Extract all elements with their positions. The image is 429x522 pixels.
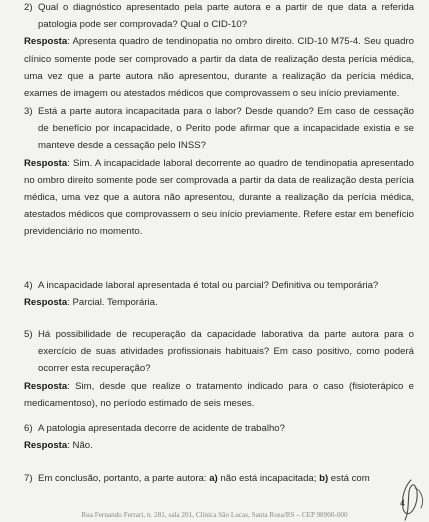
question-text: Há possibilidade de recuperação da capacidade laborativa da parte autora para o exercício de suas atividades profissionais habituais? Em caso positivo, como poderá ocorrer esta recuperação? bbox=[38, 329, 414, 375]
question-number: 6) bbox=[24, 423, 33, 434]
answer-paragraph bbox=[24, 437, 414, 454]
question-text: A patologia apresentada decorre de acidente de trabalho? bbox=[38, 423, 285, 434]
answer-paragraph bbox=[24, 33, 414, 102]
answer-text: : Sim, desde que realize o tratamento indicado para o caso (fisioterápico e medicamentoso), no período estimado de seis meses. bbox=[24, 380, 414, 409]
question-4 bbox=[24, 277, 414, 311]
conclusion-part-c: está com bbox=[328, 473, 370, 484]
answer-label: Resposta bbox=[24, 440, 68, 452]
conclusion-text bbox=[38, 470, 414, 487]
footer-address: Rua Fernando Ferrari, n. 281, sala 201, Clínica São Lucas, Santa Rosa/RS – CEP 98900-000 bbox=[81, 511, 348, 519]
answer-paragraph bbox=[24, 155, 414, 241]
question-text: Está a parte autora incapacitada para o labor? Desde quando? Em caso de cessação de benefício por incapacidade, o Perito pode afirmar que a incapacidade existia e se manteve desde a cessação pelo INSS? bbox=[38, 106, 414, 152]
conclusion-part-b: não está incapacitada; bbox=[217, 473, 320, 484]
answer-paragraph bbox=[24, 378, 414, 412]
page-number: 4 bbox=[399, 498, 405, 508]
item-a-label: a) bbox=[209, 473, 218, 484]
question-number: 3) bbox=[24, 106, 33, 117]
answer-text: : Não. bbox=[67, 440, 93, 452]
answer-text: : Sim. A incapacidade laboral decorrente ao quadro de tendinopatia apresentado no ombro direito somente pode ser comprovada a partir da data de realização desta perícia médica, uma vez que a autora não apresentou, durante a realização da perícia médica, atestados médicos que comprovassem o seu início previamente. Refere estar em benefício previdenciário no momento. bbox=[24, 157, 414, 238]
item-b-label: b) bbox=[319, 473, 329, 484]
question-number: 7) bbox=[24, 473, 33, 484]
question-2 bbox=[24, 0, 414, 102]
answer-paragraph bbox=[24, 294, 414, 311]
question-7 bbox=[24, 470, 414, 487]
conclusion-part-a: Em conclusão, portanto, a parte autora: bbox=[38, 473, 210, 484]
question-6 bbox=[24, 420, 414, 454]
answer-label: Resposta bbox=[24, 297, 68, 309]
question-text: A incapacidade laboral apresentada é total ou parcial? Definitiva ou temporária? bbox=[38, 280, 379, 291]
answer-text: : Apresenta quadro de tendinopatia no ombro direito. CID-10 M75-4. Seu quadro clínico somente pode ser comprovado a partir da data de realização desta perícia médica, uma vez que a parte autora não apresentou, durante a realização da perícia médica, exames de imagem ou atestados médicos que comprovassem o seu início previamente. bbox=[24, 36, 414, 100]
answer-label: Resposta bbox=[24, 380, 68, 392]
answer-label: Resposta bbox=[24, 157, 68, 169]
question-3 bbox=[24, 103, 414, 241]
question-number: 4) bbox=[24, 280, 33, 291]
question-text: Qual o diagnóstico apresentado pela parte autora e a partir de que data a referida patologia pode ser comprovada? Qual o CID-10? bbox=[38, 2, 414, 31]
answer-text: : Parcial. Temporária. bbox=[67, 297, 158, 309]
question-number: 5) bbox=[24, 329, 33, 340]
answer-label: Resposta bbox=[24, 36, 68, 48]
question-number: 2) bbox=[24, 2, 33, 13]
question-5 bbox=[24, 326, 414, 412]
